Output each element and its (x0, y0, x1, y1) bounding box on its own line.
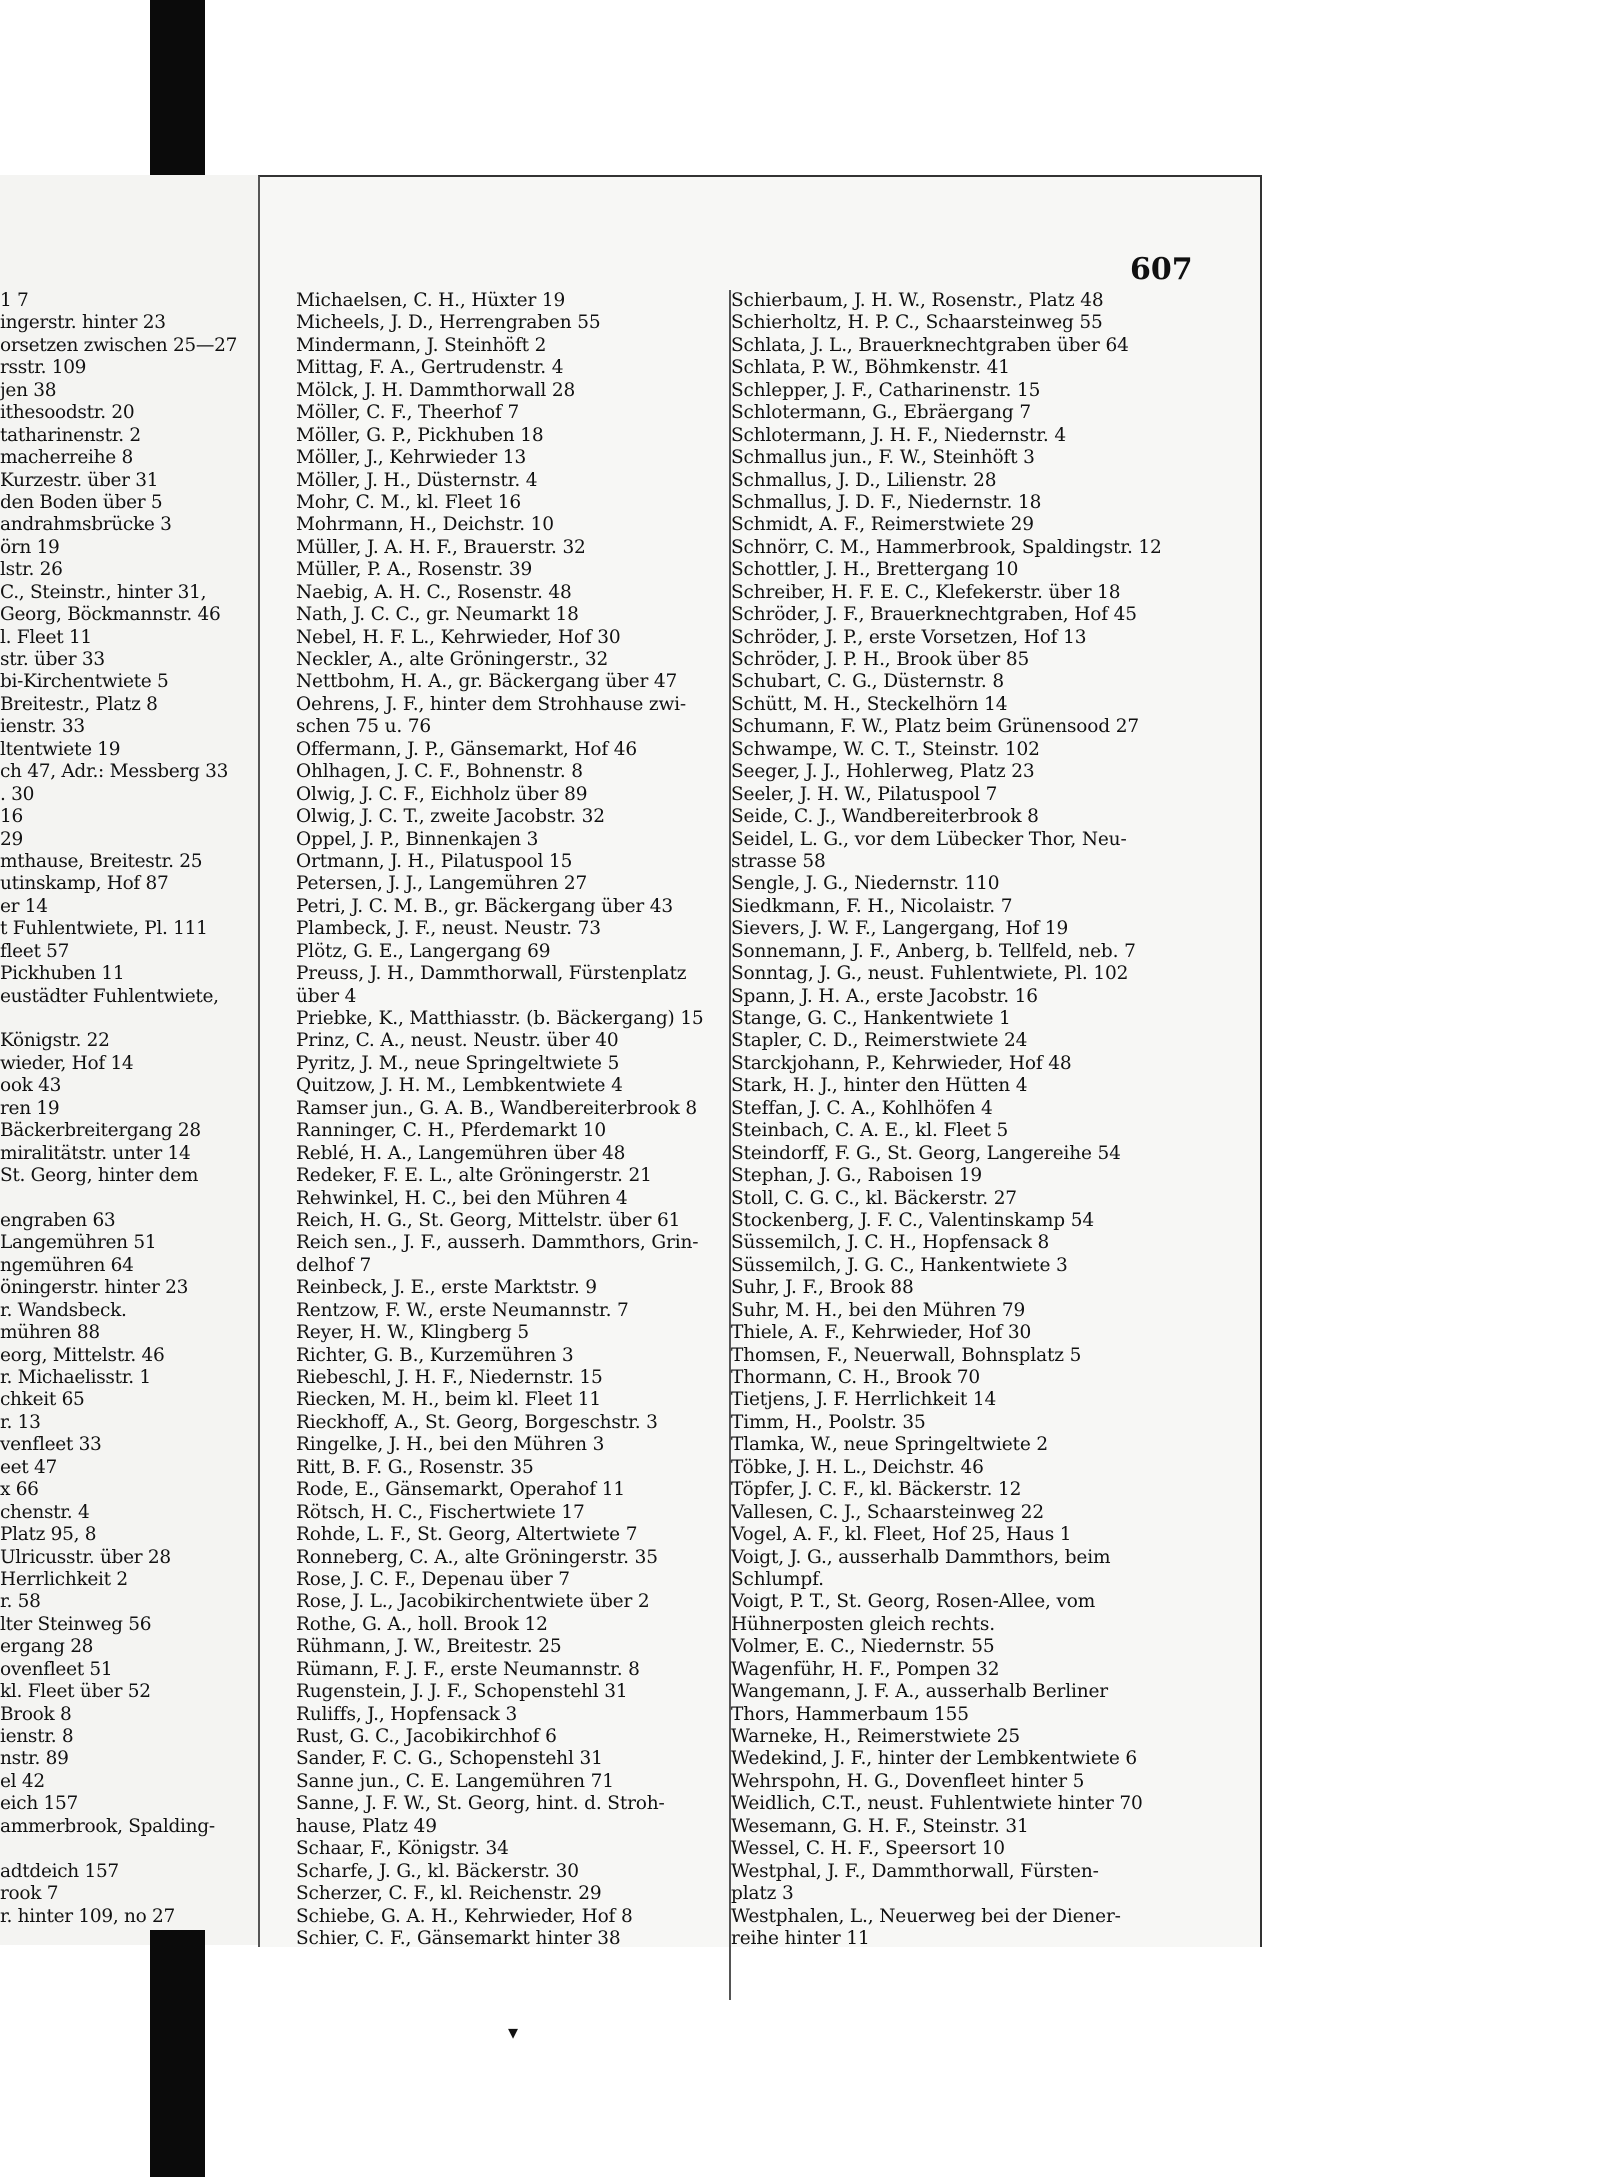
directory-entry: Nebel, H. F. L., Kehrwieder, Hof 30 (296, 626, 621, 648)
directory-entry: lstr. 26 (0, 559, 63, 581)
directory-entry: Thors, Hammerbaum 155 (731, 1703, 969, 1725)
directory-entry: Preuss, J. H., Dammthorwall, Fürstenplatz (296, 963, 687, 985)
left-page-column (0, 290, 255, 1928)
directory-entry: Rümann, F. J. F., erste Neumannstr. 8 (296, 1658, 640, 1680)
directory-entry: Rieckhoff, A., St. Georg, Borgeschstr. 3 (296, 1411, 658, 1433)
directory-entry: Mölck, J. H. Dammthorwall 28 (296, 379, 576, 401)
directory-entry: Siedkmann, F. H., Nicolaistr. 7 (731, 895, 1013, 917)
directory-entry: Voigt, P. T., St. Georg, Rosen-Allee, vom (731, 1591, 1096, 1613)
directory-entry: Oppel, J. P., Binnenkajen 3 (296, 828, 539, 850)
directory-entry: l. Fleet 11 (0, 626, 92, 648)
directory-entry: Steinbach, C. A. E., kl. Fleet 5 (731, 1120, 1009, 1142)
directory-entry: Spann, J. H. A., erste Jacobstr. 16 (731, 985, 1038, 1007)
directory-entry: nstr. 89 (0, 1748, 69, 1770)
directory-entry: Schlata, J. L., Brauerknechtgraben über 64 (731, 334, 1129, 356)
directory-entry: ingerstr. hinter 23 (0, 312, 166, 334)
directory-entry: Wehrspohn, H. G., Dovenfleet hinter 5 (731, 1770, 1085, 1792)
directory-entry: utinskamp, Hof 87 (0, 873, 169, 895)
directory-entry: Riecken, M. H., beim kl. Fleet 11 (296, 1389, 602, 1411)
directory-entry: Quitzow, J. H. M., Lembkentwiete 4 (296, 1075, 623, 1097)
directory-entry: Timm, H., Poolstr. 35 (731, 1411, 926, 1433)
directory-entry: Micheels, J. D., Herrengraben 55 (296, 312, 601, 334)
directory-entry: ienstr. 33 (0, 716, 85, 738)
directory-entry: Ringelke, J. H., bei den Mühren 3 (296, 1434, 605, 1456)
directory-entry: . 30 (0, 783, 35, 805)
directory-entry: Möller, J. H., Düsternstr. 4 (296, 469, 538, 491)
directory-entry: Schottler, J. H., Brettergang 10 (731, 559, 1019, 581)
directory-entry: ook 43 (0, 1075, 62, 1097)
directory-entry: Riebeschl, J. H. F., Niedernstr. 15 (296, 1367, 603, 1388)
directory-entry: Möller, C. F., Theerhof 7 (296, 402, 520, 424)
directory-entry: Ruliffs, J., Hopfensack 3 (296, 1703, 518, 1725)
directory-entry: strasse 58 (731, 850, 826, 872)
directory-entry: eet 47 (0, 1456, 57, 1478)
directory-entry: C., Steinstr., hinter 31, (0, 581, 207, 603)
directory-entry: Schröder, J. P. H., Brook über 85 (731, 649, 1030, 670)
directory-entry: el 42 (0, 1770, 45, 1792)
directory-entry: Ritt, B. F. G., Rosenstr. 35 (296, 1456, 534, 1478)
directory-entry: Schlepper, J. F., Catharinenstr. 15 (731, 379, 1041, 401)
directory-entry: Stapler, C. D., Reimerstwiete 24 (731, 1030, 1028, 1052)
directory-entry: Brook 8 (0, 1703, 72, 1725)
directory-entry: Schaar, F., Königstr. 34 (296, 1838, 509, 1860)
directory-entry: adtdeich 157 (0, 1860, 119, 1882)
directory-entry: Schlumpf. (731, 1568, 824, 1590)
directory-entry: Wesemann, G. H. F., Steinstr. 31 (731, 1815, 1029, 1837)
directory-entry: Thormann, C. H., Brook 70 (731, 1367, 981, 1388)
directory-entry: Schier, C. F., Gänsemarkt hinter 38 (296, 1927, 621, 1949)
directory-entry: Ronneberg, C. A., alte Gröningerstr. 35 (296, 1546, 658, 1568)
directory-entry: r. Wandsbeck. (0, 1299, 127, 1321)
directory-entry: Plötz, G. E., Langergang 69 (296, 940, 551, 962)
directory-entry: Schmidt, A. F., Reimerstwiete 29 (731, 514, 1034, 536)
directory-entry: Kurzestr. über 31 (0, 469, 159, 491)
directory-entry: Rothe, G. A., holl. Brook 12 (296, 1613, 548, 1635)
directory-entry: Wedekind, J. F., hinter der Lembkentwiete 6 (731, 1748, 1138, 1770)
directory-entry: platz 3 (731, 1883, 794, 1905)
directory-entry: Reblé, H. A., Langemühren über 48 (296, 1142, 626, 1164)
page-number: 607 (1130, 252, 1193, 287)
directory-entry: Rentzow, F. W., erste Neumannstr. 7 (296, 1299, 629, 1321)
directory-entry: Sonnemann, J. F., Anberg, b. Tellfeld, neb. 7 (731, 940, 1136, 962)
left-page (0, 175, 261, 1945)
directory-entry: mühren 88 (0, 1322, 100, 1344)
directory-entry: Naebig, A. H. C., Rosenstr. 48 (296, 581, 572, 603)
directory-entry: Steffan, J. C. A., Kohlhöfen 4 (731, 1097, 993, 1119)
directory-entry: Sievers, J. W. F., Langergang, Hof 19 (731, 918, 1069, 940)
directory-entry: ch 47, Adr.: Messberg 33 (0, 761, 229, 783)
directory-entry: Stephan, J. G., Raboisen 19 (731, 1165, 983, 1187)
directory-entry: Petersen, J. J., Langemühren 27 (296, 873, 588, 895)
directory-entry: Olwig, J. C. T., zweite Jacobstr. 32 (296, 806, 605, 828)
directory-entry: r. 13 (0, 1411, 41, 1433)
directory-entry: eich 157 (0, 1793, 78, 1815)
directory-entry: Sanne, J. F. W., St. Georg, hint. d. Stroh- (296, 1793, 665, 1815)
directory-entry: Suhr, M. H., bei den Mühren 79 (731, 1299, 1026, 1321)
directory-entry: Ulricusstr. über 28 (0, 1546, 171, 1568)
directory-entry: Offermann, J. P., Gänsemarkt, Hof 46 (296, 738, 638, 760)
directory-entry: Müller, P. A., Rosenstr. 39 (296, 559, 533, 581)
directory-entry: Wagenführ, H. F., Pompen 32 (731, 1658, 1000, 1680)
directory-entry: Georg, Böckmannstr. 46 (0, 604, 221, 626)
directory-entry: Rühmann, J. W., Breitestr. 25 (296, 1636, 562, 1658)
directory-entry: Sengle, J. G., Niedernstr. 110 (731, 873, 1000, 895)
directory-entry: Pyritz, J. M., neue Springeltwiete 5 (296, 1052, 620, 1074)
directory-entry: Sanne jun., C. E. Langemühren 71 (296, 1770, 614, 1792)
directory-entry: Schütt, M. H., Steckelhörn 14 (731, 693, 1008, 715)
directory-entry: Nath, J. C. C., gr. Neumarkt 18 (296, 604, 579, 626)
directory-entry: Wessel, C. H. F., Speersort 10 (731, 1838, 1005, 1860)
directory-entry: Weidlich, C.T., neust. Fuhlentwiete hinter 70 (731, 1793, 1143, 1815)
directory-entry: Schlotermann, G., Ebräergang 7 (731, 402, 1031, 424)
directory-entry: Suhr, J. F., Brook 88 (731, 1277, 914, 1299)
directory-entry: Sander, F. C. G., Schopenstehl 31 (296, 1748, 603, 1770)
directory-entry: andrahmsbrücke 3 (0, 514, 172, 536)
directory-entry: Reinbeck, J. E., erste Marktstr. 9 (296, 1277, 597, 1299)
directory-entry: Nettbohm, H. A., gr. Bäckergang über 47 (296, 671, 678, 693)
directory-entry: hause, Platz 49 (296, 1815, 437, 1837)
directory-entry: Schumann, F. W., Platz beim Grünensood 27 (731, 716, 1139, 738)
directory-entry: wieder, Hof 14 (0, 1052, 134, 1074)
directory-entry: Rötsch, H. C., Fischertwiete 17 (296, 1501, 585, 1523)
directory-entry: rook 7 (0, 1883, 59, 1905)
directory-entry: Rohde, L. F., St. Georg, Altertwiete 7 (296, 1524, 638, 1546)
directory-entry: Reich, H. G., St. Georg, Mittelstr. über 61 (296, 1209, 681, 1231)
directory-entry: Töpfer, J. C. F., kl. Bäckerstr. 12 (731, 1479, 1022, 1501)
directory-entry: Thomsen, F., Neuerwall, Bohnsplatz 5 (731, 1344, 1082, 1366)
directory-entry: er 14 (0, 895, 48, 917)
directory-entry: engraben 63 (0, 1209, 116, 1231)
directory-entry: Plambeck, J. F., neust. Neustr. 73 (296, 918, 601, 940)
directory-entry: Warneke, H., Reimerstwiete 25 (731, 1726, 1021, 1747)
directory-entry: öningerstr. hinter 23 (0, 1277, 189, 1299)
directory-entry: t Fuhlentwiete, Pl. 111 (0, 918, 208, 940)
footer-mark: ▾ (508, 2020, 519, 2044)
directory-entry: Schwampe, W. C. T., Steinstr. 102 (731, 738, 1040, 760)
directory-entry: Vogel, A. F., kl. Fleet, Hof 25, Haus 1 (731, 1524, 1072, 1546)
directory-entry: Rust, G. C., Jacobikirchhof 6 (296, 1726, 557, 1747)
directory-entry: örn 19 (0, 536, 60, 558)
directory-entry: Schmallus, J. D., Lilienstr. 28 (731, 469, 997, 491)
directory-entry: 29 (0, 828, 23, 850)
directory-entry: ltentwiete 19 (0, 738, 121, 760)
directory-entry: Schröder, J. P., erste Vorsetzen, Hof 13 (731, 626, 1087, 648)
directory-entry: Olwig, J. C. F., Eichholz über 89 (296, 783, 588, 805)
directory-entry: Scharfe, J. G., kl. Bäckerstr. 30 (296, 1860, 579, 1882)
directory-entry: Tietjens, J. F. Herrlichkeit 14 (731, 1389, 997, 1411)
directory-entry: rsstr. 109 (0, 357, 87, 379)
directory-entry: Petri, J. C. M. B., gr. Bäckergang über 43 (296, 895, 674, 917)
directory-entry: reihe hinter 11 (731, 1927, 870, 1949)
directory-entry: Rode, E., Gänsemarkt, Operahof 11 (296, 1479, 625, 1501)
directory-entry: Seidel, L. G., vor dem Lübecker Thor, Neu- (731, 828, 1127, 850)
directory-entry: Schubart, C. G., Düsternstr. 8 (731, 671, 1004, 693)
directory-entry: Schiebe, G. A. H., Kehrwieder, Hof 8 (296, 1905, 633, 1927)
directory-entry: Schmallus jun., F. W., Steinhöft 3 (731, 447, 1035, 469)
directory-entry: r. Michaelisstr. 1 (0, 1367, 151, 1388)
directory-entry: r. hinter 109, no 27 (0, 1905, 175, 1927)
directory-entry: Platz 95, 8 (0, 1524, 97, 1546)
directory-entry: macherreihe 8 (0, 447, 133, 469)
directory-entry: Seeler, J. H. W., Pilatuspool 7 (731, 783, 998, 805)
directory-entry: Stark, H. J., hinter den Hütten 4 (731, 1075, 1028, 1097)
directory-entry: Sonntag, J. G., neust. Fuhlentwiete, Pl. 102 (731, 963, 1129, 985)
directory-entry: Möller, J., Kehrwieder 13 (296, 447, 527, 469)
directory-entry: Schmallus, J. D. F., Niedernstr. 18 (731, 491, 1042, 513)
directory-entry: Mindermann, J. Steinhöft 2 (296, 334, 547, 356)
directory-entry: schen 75 u. 76 (296, 716, 432, 738)
directory-entry: Schierbaum, J. H. W., Rosenstr., Platz 48 (731, 290, 1104, 311)
directory-entry: Pickhuben 11 (0, 963, 125, 985)
binding-shadow-top (150, 0, 205, 175)
directory-entry: Stange, G. C., Hankentwiete 1 (731, 1008, 1011, 1029)
directory-entry: Voigt, J. G., ausserhalb Dammthors, beim (731, 1546, 1111, 1568)
directory-entry: den Boden über 5 (0, 491, 163, 513)
directory-entry: eustädter Fuhlentwiete, (0, 985, 219, 1007)
directory-entry: Seide, C. J., Wandbereiterbrook 8 (731, 806, 1039, 828)
directory-entry: Neckler, A., alte Gröningerstr., 32 (296, 649, 609, 670)
directory-entry: Westphal, J. F., Dammthorwall, Fürsten- (731, 1860, 1099, 1882)
directory-entry: Seeger, J. J., Hohlerweg, Platz 23 (731, 761, 1035, 783)
directory-entry: Stoll, C. G. C., kl. Bäckerstr. 27 (731, 1187, 1017, 1209)
directory-entry: Schlotermann, J. H. F., Niedernstr. 4 (731, 424, 1066, 446)
directory-entry: 1 7 (0, 290, 29, 311)
directory-entry: Richter, G. B., Kurzemühren 3 (296, 1344, 574, 1366)
directory-entry: ienstr. 8 (0, 1726, 74, 1747)
directory-entry: eorg, Mittelstr. 46 (0, 1344, 165, 1366)
directory-column-left (296, 290, 728, 1950)
directory-entry: Mittag, F. A., Gertrudenstr. 4 (296, 357, 564, 379)
directory-entry: jen 38 (0, 379, 57, 401)
directory-entry: ren 19 (0, 1097, 60, 1119)
directory-entry: delhof 7 (296, 1254, 372, 1276)
directory-entry: r. 58 (0, 1591, 41, 1613)
directory-entry: Volmer, E. C., Niedernstr. 55 (731, 1636, 995, 1658)
directory-entry: Schierholtz, H. P. C., Schaarsteinweg 55 (731, 312, 1103, 334)
directory-entry: Schlata, P. W., Böhmkenstr. 41 (731, 357, 1010, 379)
directory-entry: Reyer, H. W., Klingberg 5 (296, 1322, 529, 1344)
directory-column-right (731, 290, 1171, 1950)
directory-entry: str. über 33 (0, 649, 105, 670)
directory-entry: ammerbrook, Spalding- (0, 1815, 215, 1837)
directory-entry (0, 1008, 255, 1030)
directory-entry: Rose, J. C. F., Depenau über 7 (296, 1568, 570, 1590)
directory-entry: x 66 (0, 1479, 39, 1501)
directory-entry: Rehwinkel, H. C., bei den Mühren 4 (296, 1187, 628, 1209)
directory-entry: Scherzer, C. F., kl. Reichenstr. 29 (296, 1883, 602, 1905)
directory-entry: Schreiber, H. F. E. C., Klefekerstr. über 18 (731, 581, 1121, 603)
directory-entry: Hühnerposten gleich rechts. (731, 1613, 995, 1635)
directory-entry: St. Georg, hinter dem (0, 1165, 199, 1187)
directory-entry: Thiele, A. F., Kehrwieder, Hof 30 (731, 1322, 1032, 1344)
directory-entry: Herrlichkeit 2 (0, 1568, 128, 1590)
directory-entry: miralitätstr. unter 14 (0, 1142, 191, 1164)
directory-entry: kl. Fleet über 52 (0, 1681, 151, 1703)
directory-entry: 16 (0, 806, 23, 828)
directory-entry: Stockenberg, J. F. C., Valentinskamp 54 (731, 1209, 1094, 1231)
directory-entry: Starckjohann, P., Kehrwieder, Hof 48 (731, 1052, 1072, 1074)
directory-entry: Schröder, J. F., Brauerknechtgraben, Hof 45 (731, 604, 1137, 626)
directory-entry: Ortmann, J. H., Pilatuspool 15 (296, 850, 573, 872)
directory-entry: mthause, Breitestr. 25 (0, 850, 203, 872)
directory-entry: Bäckerbreitergang 28 (0, 1120, 201, 1142)
directory-entry: Westphalen, L., Neuerweg bei der Diener- (731, 1905, 1121, 1927)
directory-entry: Königstr. 22 (0, 1030, 110, 1052)
directory-entry: Rose, J. L., Jacobikirchentwiete über 2 (296, 1591, 650, 1613)
directory-entry: Rugenstein, J. J. F., Schopenstehl 31 (296, 1681, 628, 1703)
directory-entry: lter Steinweg 56 (0, 1613, 152, 1635)
directory-entry: ithesoodstr. 20 (0, 402, 135, 424)
directory-entry: Redeker, F. E. L., alte Gröningerstr. 21 (296, 1165, 652, 1187)
binding-shadow-bottom (150, 1930, 205, 2177)
directory-entry: Breitestr., Platz 8 (0, 693, 158, 715)
directory-entry: Michaelsen, C. H., Hüxter 19 (296, 290, 566, 311)
directory-entry: Süssemilch, J. C. H., Hopfensack 8 (731, 1232, 1050, 1254)
directory-entry: Tlamka, W., neue Springeltwiete 2 (731, 1434, 1048, 1456)
directory-entry: über 4 (296, 985, 357, 1007)
directory-entry: Töbke, J. H. L., Deichstr. 46 (731, 1456, 984, 1478)
directory-entry (0, 1838, 255, 1860)
directory-entry: ngemühren 64 (0, 1254, 134, 1276)
directory-entry: Schnörr, C. M., Hammerbrook, Spaldingstr. 12 (731, 536, 1162, 558)
directory-entry: Müller, J. A. H. F., Brauerstr. 32 (296, 536, 586, 558)
directory-entry: Langemühren 51 (0, 1232, 157, 1254)
directory-entry: ergang 28 (0, 1636, 94, 1658)
directory-entry: Ranninger, C. H., Pferdemarkt 10 (296, 1120, 606, 1142)
directory-entry: Oehrens, J. F., hinter dem Strohhause zwi- (296, 693, 687, 715)
directory-entry (0, 1188, 255, 1210)
directory-entry: Priebke, K., Matthiasstr. (b. Bäckergang) 15 (296, 1008, 704, 1029)
directory-entry: bi-Kirchentwiete 5 (0, 671, 169, 693)
directory-entry: Möller, G. P., Pickhuben 18 (296, 424, 544, 446)
directory-entry: fleet 57 (0, 940, 70, 962)
directory-entry: Wangemann, J. F. A., ausserhalb Berliner (731, 1681, 1108, 1703)
directory-entry: Ohlhagen, J. C. F., Bohnenstr. 8 (296, 761, 583, 783)
directory-entry: chkeit 65 (0, 1389, 85, 1411)
directory-entry: Reich sen., J. F., ausserh. Dammthors, Grin- (296, 1232, 699, 1254)
directory-entry: Steindorff, F. G., St. Georg, Langereihe 54 (731, 1142, 1121, 1164)
directory-entry: venfleet 33 (0, 1434, 102, 1456)
directory-entry: tatharinenstr. 2 (0, 424, 141, 446)
directory-entry: Mohr, C. M., kl. Fleet 16 (296, 491, 522, 513)
directory-entry: Prinz, C. A., neust. Neustr. über 40 (296, 1030, 619, 1052)
directory-entry: Süssemilch, J. G. C., Hankentwiete 3 (731, 1254, 1068, 1276)
directory-entry: Vallesen, C. J., Schaarsteinweg 22 (731, 1501, 1044, 1523)
directory-entry: chenstr. 4 (0, 1501, 90, 1523)
directory-entry: Ramser jun., G. A. B., Wandbereiterbrook 8 (296, 1097, 697, 1119)
directory-entry: ovenfleet 51 (0, 1658, 113, 1680)
directory-entry: Mohrmann, H., Deichstr. 10 (296, 514, 554, 536)
directory-entry: orsetzen zwischen 25—27 (0, 334, 238, 356)
